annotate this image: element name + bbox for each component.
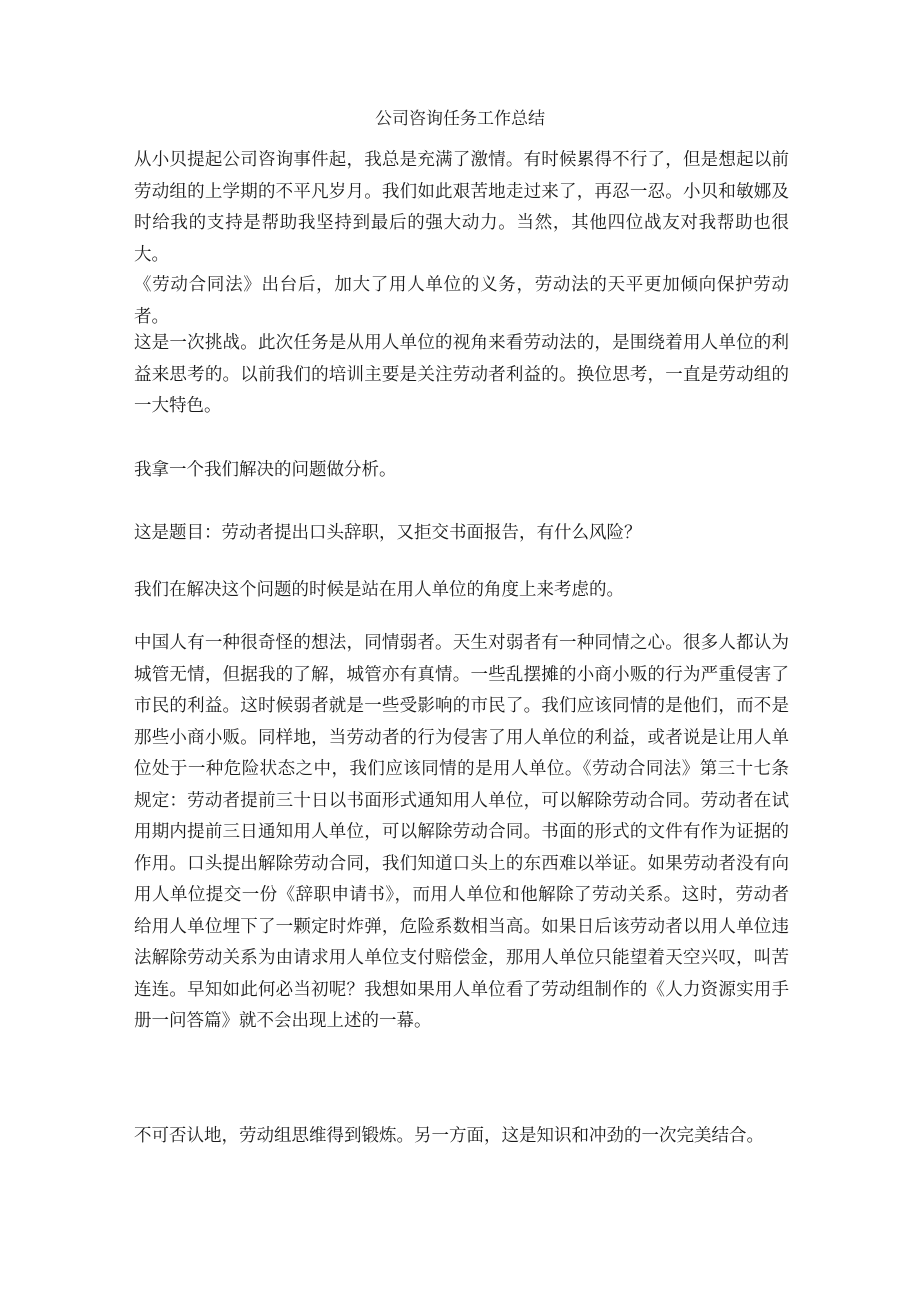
paragraph-1: 从小贝提起公司咨询事件起，我总是充满了激情。有时候累得不行了，但是想起以前劳动组的上学期的不平凡岁月。我们如此艰苦地走过来了，再忍一忍。小贝和敏娜及时给我的支持是帮助我坚持到最后的强大动力。当然，其他四位战友对我帮助也很大。 — [134, 150, 789, 265]
paragraph-4: 我拿一个我们解决的问题做分析。 — [134, 460, 397, 480]
paragraph-6: 我们在解决这个问题的时候是站在用人单位的角度上来考虑的。 — [134, 580, 624, 600]
paragraph-8: 不可否认地，劳动组思维得到锻炼。另一方面，这是知识和冲劲的一次完美结合。 — [134, 1126, 764, 1146]
paragraph-3: 这是一次挑战。此次任务是从用人单位的视角来看劳动法的，是围绕着用人单位的利益来思考的。以前我们的培训主要是关注劳动者利益的。换位思考，一直是劳动组的一大特色。 — [134, 333, 789, 416]
paragraph-7: 中国人有一种很奇怪的想法，同情弱者。天生对弱者有一种同情之心。很多人都认为城管无情，但据我的了解，城管亦有真情。一些乱摆摊的小商小贩的行为严重侵害了市民的利益。这时候弱者就是一些受影响的市民了。我们应该同情的是他们，而不是那些小商小贩。同样地，当劳动者的行为侵害了用人单位的利益，或者说是让用人单位处于一种危险状态之中，我们应该同情的是用人单位。《劳动合同法》第三十七条规定：劳动者提前三十日以书面形式通知用人单位，可以解除劳动合同。劳动者在试用期内提前三日通知用人单位，可以解除劳动合同。书面的形式的文件有作为证据的作用。口头提出解除劳动合同，我们知道口头上的东西难以举证。如果劳动者没有向用人单位提交一份《辞职申请书》，而用人单位和他解除了劳动关系。这时，劳动者给用人单位埋下了一颗定时炸弹，危险系数相当高。如果日后该劳动者以用人单位违法解除劳动关系为由请求用人单位支付赔偿金，那用人单位只能望着天空兴叹，叫苦连连。早知如此何必当初呢？我想如果用人单位看了劳动组制作的《人力资源实用手册一问答篇》就不会出现上述的一幕。 — [134, 633, 789, 1031]
document-title: 公司咨询任务工作总结 — [375, 109, 545, 129]
paragraph-5: 这是题目：劳动者提出口头辞职，又拒交书面报告，有什么风险？ — [134, 523, 642, 543]
paragraph-2: 《劳动合同法》出台后，加大了用人单位的义务，劳动法的天平更加倾向保护劳动者。 — [134, 275, 789, 327]
